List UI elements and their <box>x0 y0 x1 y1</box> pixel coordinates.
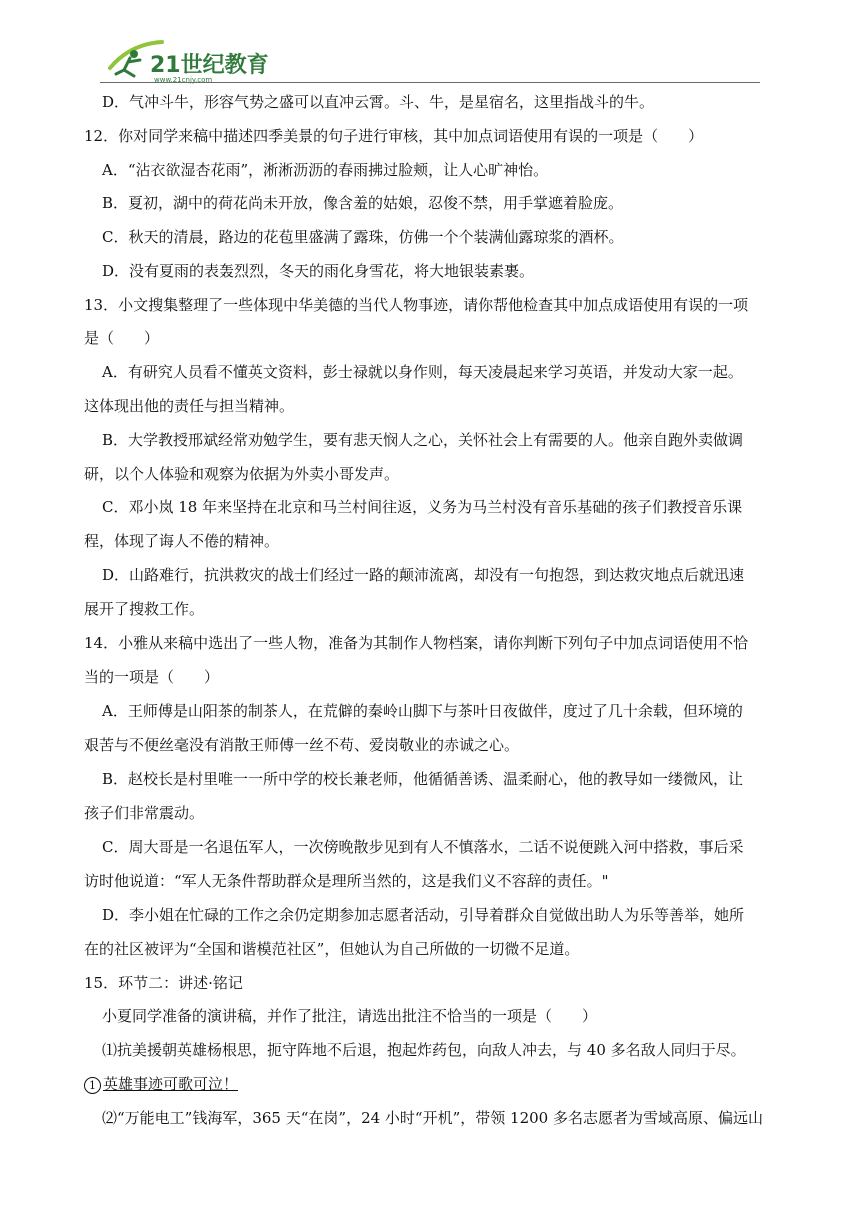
text-line: 当的一项是（ ） <box>84 668 220 686</box>
text-line: A．有研究人员看不懂英文资料，彭士禄就以身作则，每天凌晨起来学习英语，并发动大家一起。 <box>102 363 743 381</box>
text-line: 这体现出他的责任与担当精神。 <box>84 397 295 415</box>
text-line: 程，体现了诲人不倦的精神。 <box>84 532 280 550</box>
text-line: 在的社区被评为“全国和谐模范社区”，但她认为自己所做的一切微不足道。 <box>84 940 580 958</box>
text-line: 研，以个人体验和观察为依据为外卖小哥发声。 <box>84 465 400 483</box>
circled-number: 1 <box>84 1077 101 1094</box>
text-line: 13．小文搜集整理了一些体现中华美德的当代人物事迹，请你帮他检查其中加点成语使用有误的一项 <box>84 296 749 314</box>
text-line: A．王师傅是山阳茶的制茶人，在荒僻的秦岭山脚下与茶叶日夜做伴，度过了几十余载，但环境的 <box>102 702 743 720</box>
text-line: 是（ ） <box>84 329 160 347</box>
text-line: C．邓小岚 18 年来坚持在北京和马兰村间往返，义务为马兰村没有音乐基础的孩子们教授音乐课 <box>102 498 743 516</box>
text-line: 艰苦与不便丝毫没有消散王师傅一丝不苟、爱岗敬业的赤诚之心。 <box>84 736 520 754</box>
text-line: B．大学教授邢斌经常劝勉学生，要有悲天悯人之心，关怀社会上有需要的人。他亲自跑外卖做调 <box>102 431 744 449</box>
annotation-text: 英雄事迹可歌可泣！ <box>103 1075 239 1093</box>
text-line: 15．环节二：讲述·铭记 <box>84 974 243 992</box>
page-header <box>100 38 760 88</box>
text-line: 展开了搜救工作。 <box>84 600 205 618</box>
text-line: C．秋天的清晨，路边的花苞里盛满了露珠，仿佛一个个装满仙露琼浆的酒杯。 <box>102 228 624 246</box>
svg-text:21世纪教育: 21世纪教育 <box>150 53 269 78</box>
text-line: D．气冲斗牛，形容气势之盛可以直冲云霄。斗、牛，是星宿名，这里指战斗的牛。 <box>102 93 655 111</box>
text-line: B．赵校长是村里唯一一所中学的校长兼老师，他循循善诱、温柔耐心，他的教导如一缕微风，让 <box>102 770 744 788</box>
text-line: 14．小雅从来稿中选出了一些人物，准备为其制作人物档案，请你判断下列句子中加点词语使用不恰 <box>84 634 749 652</box>
text-line: ⑵“万能电工”钱海军，365 天“在岗”，24 小时“开机”，带领 1200 多名志愿者为雪域高原、偏远山 <box>102 1109 763 1127</box>
text-line: D．没有夏雨的表轰烈烈，冬天的雨化身雪花，将大地银装素裹。 <box>102 262 535 280</box>
svg-text:www.21cnjy.com: www.21cnjy.com <box>154 76 213 84</box>
text-line: B．夏初，湖中的荷花尚未开放，像含羞的姑娘，忍俊不禁，用手掌遮着脸庞。 <box>102 194 624 212</box>
text-line: ⑴抗美援朝英雄杨根思，扼守阵地不后退，抱起炸药包，向敌人冲去，与 40 多名敌人同归于尽。 <box>102 1041 746 1059</box>
text-line: 小夏同学准备的演讲稿，并作了批注，请选出批注不恰当的一项是（ ） <box>102 1007 598 1025</box>
text-line: 孩子们非常震动。 <box>84 804 205 822</box>
text-line: C．周大哥是一名退伍军人，一次傍晚散步见到有人不慎落水，二话不说便跳入河中搭救，事后采 <box>102 838 744 856</box>
text-line: D．山路难行，抗洪救灾的战士们经过一路的颠沛流离，却没有一句抱怨，到达救灾地点后就迅速 <box>102 566 745 584</box>
header-rule <box>100 82 760 83</box>
text-line: 访时他说道：“军人无条件帮助群众是理所当然的，这是我们义不容辞的责任。" <box>84 872 609 890</box>
logo-icon <box>100 38 300 84</box>
text-line: D．李小姐在忙碌的工作之余仍定期参加志愿者活动，引导着群众自觉做出助人为乐等善举，她所 <box>102 906 745 924</box>
text-line: A．“沾衣欲湿杏花雨”，淅淅沥沥的春雨拂过脸颊，让人心旷神怡。 <box>102 161 549 179</box>
text-line <box>84 1074 238 1094</box>
text-line: 12．你对同学来稿中描述四季美景的句子进行审核，其中加点词语使用有误的一项是（ ） <box>84 127 704 145</box>
